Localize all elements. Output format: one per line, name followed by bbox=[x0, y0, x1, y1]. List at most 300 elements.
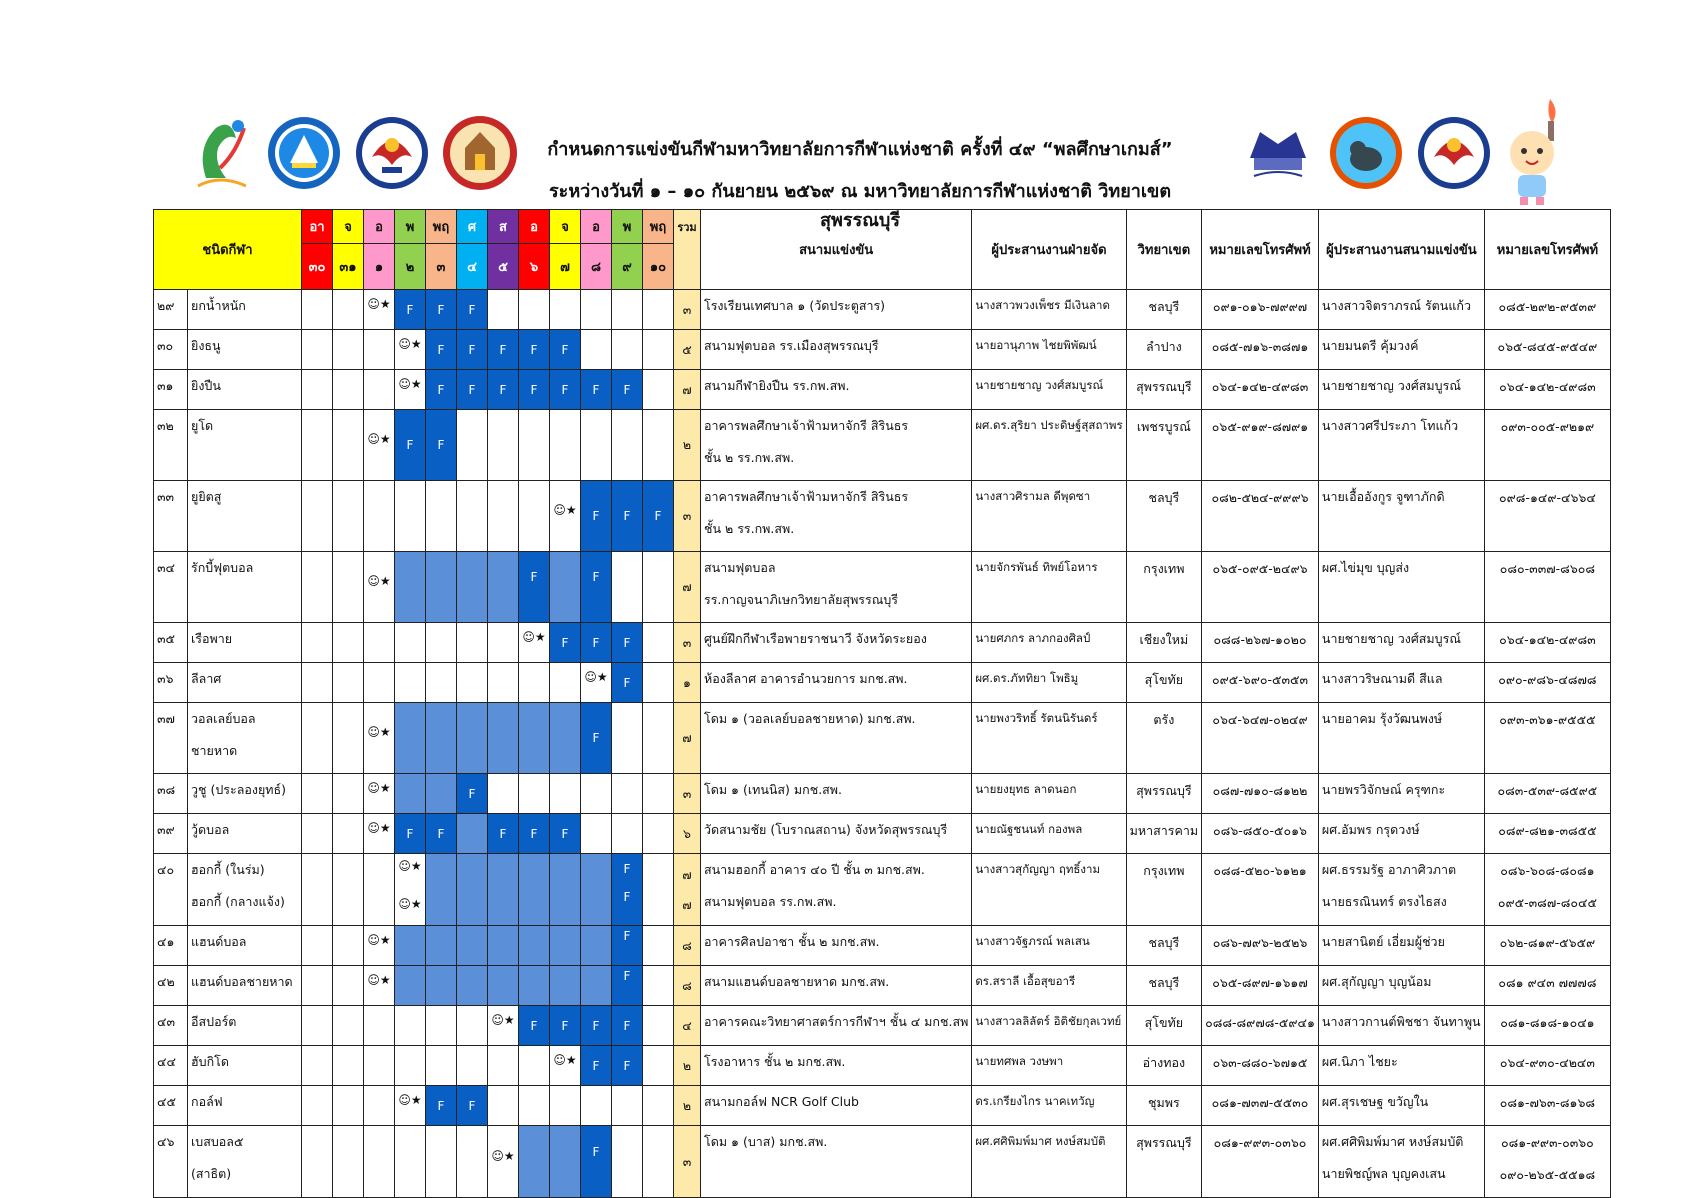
sport-name: วู้ดบอล bbox=[191, 822, 230, 837]
day-cell bbox=[302, 1126, 333, 1198]
day-cell bbox=[581, 663, 612, 703]
day-cell bbox=[550, 1086, 581, 1126]
venue-name: สนามกีฬายิงปืน รร.กพ.สพ. bbox=[704, 378, 850, 393]
org-coordinator: ผศ.ศศิพิมพ์มาศ หงษ์สมบัติ bbox=[975, 1134, 1106, 1148]
day-cell bbox=[395, 1046, 426, 1086]
day-cell bbox=[364, 623, 395, 663]
day-cell bbox=[333, 1126, 364, 1198]
day-cell bbox=[550, 290, 581, 330]
day-cell bbox=[395, 854, 426, 926]
venue-name: โรงเรียนเทศบาล ๑ (วัดประตูสาร) bbox=[704, 298, 886, 313]
sport-name: ยูยิตสู bbox=[191, 489, 222, 504]
campus-name: ลำปาง bbox=[1145, 339, 1182, 354]
sum-cell bbox=[674, 330, 701, 370]
day-cell bbox=[643, 966, 674, 1006]
sum-value: ๓ bbox=[682, 634, 692, 650]
day-cell bbox=[519, 774, 550, 814]
elephant-seal-logo bbox=[1326, 100, 1406, 206]
torch-mascot-logo bbox=[1500, 96, 1574, 208]
day-cell bbox=[333, 552, 364, 623]
org-coordinator: นายอานุภาพ ไชยพิพัฒน์ bbox=[975, 338, 1097, 352]
day-cell bbox=[364, 481, 395, 552]
day-cell bbox=[364, 410, 395, 481]
org-coordinator: นายศภกร ลาภกองศิลป์ bbox=[975, 631, 1091, 645]
sport-name: ยิงธนู bbox=[191, 338, 221, 353]
row-number: ๓๕ bbox=[154, 623, 188, 663]
university-emblem-logo bbox=[264, 100, 344, 206]
campus-name: เชียงใหม่ bbox=[1139, 632, 1189, 647]
sport-name: เบสบอล๕ bbox=[191, 1134, 244, 1149]
opening-mark: ☺★ bbox=[491, 1012, 515, 1027]
day-cell bbox=[395, 926, 426, 966]
day-cell bbox=[488, 330, 519, 370]
day-cell bbox=[581, 330, 612, 370]
day-cell bbox=[643, 1126, 674, 1198]
venue-coordinator: นางสาวจิตราภรณ์ รัตนแก้ว bbox=[1321, 298, 1471, 313]
sum-value: ๗ bbox=[682, 730, 692, 745]
venue-coordinator: นายพรวิจักษณ์ ครุฑกะ bbox=[1321, 782, 1446, 797]
venue-coordinator: นายชายชาญ วงศ์สมบูรณ์ bbox=[1321, 378, 1461, 393]
venue-name: สนามฟุตบอล รร.เมืองสุพรรณบุรี bbox=[704, 338, 879, 353]
header-phone-2: หมายเลขโทรศัพท์ bbox=[1484, 210, 1610, 290]
day-cell bbox=[643, 1006, 674, 1046]
day-cell bbox=[519, 410, 550, 481]
day-cell bbox=[643, 926, 674, 966]
day-cell bbox=[395, 663, 426, 703]
phone-number: ๐๘๖-๘๕๐-๕๐๑๖ bbox=[1213, 823, 1307, 838]
phone-number-2: ๐๘๓-๕๓๙-๘๕๙๕ bbox=[1497, 783, 1598, 798]
venue-name: อาคารพลศึกษาเจ้าฟ้ามหาจักรี สิรินธร bbox=[704, 418, 909, 433]
venue-coordinator: ผศ.นิภา ไชยะ bbox=[1321, 1054, 1398, 1069]
venue-coordinator: นายพิชญ์พล บุญคงเสน bbox=[1321, 1166, 1446, 1181]
day-cell bbox=[426, 854, 457, 926]
row-number: ๓๔ bbox=[154, 552, 188, 623]
day-cell bbox=[612, 1126, 643, 1198]
campus-name: สุพรรณบุรี bbox=[1136, 379, 1192, 394]
final-mark: F bbox=[437, 302, 445, 317]
phone-number-2: ๐๘๖-๖๐๘-๘๐๘๑ bbox=[1500, 863, 1595, 878]
day-cell bbox=[457, 703, 488, 774]
sport-name: แฮนด์บอลชายหาด bbox=[191, 974, 293, 989]
day-cell bbox=[643, 774, 674, 814]
day-cell bbox=[457, 926, 488, 966]
day-cell bbox=[457, 481, 488, 552]
phone-number: ๐๖๕-๘๙๗-๑๖๑๗ bbox=[1212, 975, 1308, 990]
day-cell bbox=[643, 552, 674, 623]
final-mark: F bbox=[561, 382, 569, 397]
row-number: ๒๙ bbox=[154, 290, 188, 330]
day-cell bbox=[302, 926, 333, 966]
sum-value: ๘ bbox=[682, 977, 692, 993]
day-cell bbox=[457, 410, 488, 481]
row-number: ๓๒ bbox=[154, 410, 188, 481]
day-cell bbox=[333, 814, 364, 854]
campus-crest-logo bbox=[1238, 100, 1318, 206]
final-mark: F bbox=[592, 1144, 600, 1159]
sport-name: ยูโด bbox=[191, 418, 214, 433]
final-mark: F bbox=[530, 570, 538, 584]
sum-cell bbox=[674, 774, 701, 814]
final-mark: F bbox=[437, 826, 445, 841]
sum-value: ๒ bbox=[682, 1097, 692, 1113]
venue-coordinator: นายธรณินทร์ ตรงไธสง bbox=[1321, 894, 1447, 909]
opening-mark: ☺★ bbox=[398, 1092, 422, 1107]
campus-name: สุพรรณบุรี bbox=[1136, 783, 1192, 798]
day-cell bbox=[581, 854, 612, 926]
final-mark: F bbox=[468, 382, 476, 397]
phone-number: ๐๖๕-๐๙๕-๒๔๙๖ bbox=[1212, 561, 1308, 576]
day-cell bbox=[364, 814, 395, 854]
campus-name: ชลบุรี bbox=[1148, 975, 1180, 990]
day-cell bbox=[488, 814, 519, 854]
campus-name: สุโขทัย bbox=[1144, 672, 1184, 687]
venue-name: อาคารพลศึกษาเจ้าฟ้ามหาจักรี สิรินธร bbox=[704, 489, 909, 504]
sum-cell bbox=[674, 1126, 701, 1198]
row-number: ๔๖ bbox=[154, 1126, 188, 1198]
sum-cell bbox=[674, 703, 701, 774]
day-cell bbox=[643, 330, 674, 370]
org-coordinator: นายชายชาญ วงศ์สมบูรณ์ bbox=[975, 378, 1104, 392]
org-coordinator: นางสาวสุกัญญา ฤทธิ์งาม bbox=[975, 862, 1101, 876]
sum-cell bbox=[674, 1046, 701, 1086]
phone-number: ๐๙๑-๐๑๖-๗๙๙๗ bbox=[1212, 299, 1308, 314]
sum-value: ๒ bbox=[682, 1057, 692, 1073]
table-row bbox=[154, 663, 1611, 703]
header-campus: วิทยาเขต bbox=[1126, 210, 1201, 290]
day-cell bbox=[364, 926, 395, 966]
day-cell bbox=[302, 663, 333, 703]
day-cell bbox=[550, 330, 581, 370]
day-cell bbox=[581, 552, 612, 623]
venue-coordinator: นายมนตรี คุ้มวงค์ bbox=[1321, 338, 1419, 353]
day-date: ๓๐ bbox=[302, 244, 333, 290]
table-row bbox=[154, 966, 1611, 1006]
campus-name: เพชรบูรณ์ bbox=[1136, 419, 1191, 434]
final-mark: F bbox=[592, 1018, 600, 1033]
final-mark: F bbox=[468, 1098, 476, 1113]
day-cell bbox=[581, 814, 612, 854]
sum-cell bbox=[674, 663, 701, 703]
opening-mark: ☺★ bbox=[553, 1052, 577, 1067]
opening-mark: ☺★ bbox=[367, 574, 391, 588]
opening-mark: ☺★ bbox=[367, 780, 391, 795]
day-cell bbox=[302, 370, 333, 410]
day-date: ๑๐ bbox=[643, 244, 674, 290]
day-cell bbox=[395, 623, 426, 663]
day-cell bbox=[581, 774, 612, 814]
day-cell bbox=[519, 854, 550, 926]
day-cell bbox=[302, 1006, 333, 1046]
row-number: ๔๒ bbox=[154, 966, 188, 1006]
schedule-body bbox=[154, 290, 1611, 1198]
final-mark: F bbox=[623, 635, 631, 650]
day-cell bbox=[457, 290, 488, 330]
day-cell bbox=[581, 1006, 612, 1046]
day-cell bbox=[519, 663, 550, 703]
day-dow: จ bbox=[550, 210, 581, 244]
games-mascot-logo bbox=[186, 100, 254, 206]
day-dow: ส bbox=[488, 210, 519, 244]
phone-number-2: ๐๙๓-๓๖๑-๙๕๕๕ bbox=[1499, 712, 1596, 727]
sum-cell bbox=[674, 623, 701, 663]
org-coordinator: นางสาวจัฐภรณ์ พลเสน bbox=[975, 934, 1090, 948]
day-dow: อ bbox=[581, 210, 612, 244]
table-row bbox=[154, 1086, 1611, 1126]
phone-number-2: ๐๖๔-๑๔๒-๔๙๘๓ bbox=[1499, 379, 1596, 394]
final-mark: F bbox=[406, 438, 414, 452]
venue-coordinator: นายสานิตย์ เอี่ยมผู้ช่วย bbox=[1321, 934, 1445, 949]
day-cell bbox=[426, 623, 457, 663]
header-org-coordinator: ผู้ประสานงานฝ่ายจัด bbox=[972, 210, 1126, 290]
day-cell bbox=[643, 410, 674, 481]
day-cell bbox=[519, 966, 550, 1006]
venue-coordinator: ผศ.อัมพร กรุดวงษ์ bbox=[1321, 822, 1420, 837]
final-mark: F bbox=[623, 382, 631, 397]
day-cell bbox=[426, 663, 457, 703]
venue-name: อาคารศิลปอาชา ชั้น ๒ มกช.สพ. bbox=[704, 934, 880, 949]
day-cell bbox=[519, 814, 550, 854]
table-row bbox=[154, 1126, 1611, 1198]
final-mark: F bbox=[623, 889, 631, 904]
day-cell bbox=[581, 926, 612, 966]
day-cell bbox=[395, 410, 426, 481]
day-cell bbox=[612, 623, 643, 663]
day-cell bbox=[426, 481, 457, 552]
org-coordinator: นางสาวลลิลัตร์ อิติชัยกุลเวทย์ bbox=[975, 1014, 1122, 1028]
phone-number-2: ๐๙๐-๙๘๖-๔๘๗๘ bbox=[1498, 672, 1597, 687]
org-coordinator: ดร.เกรียงไกร นาคเทวัญ bbox=[975, 1094, 1095, 1108]
day-date: ๘ bbox=[581, 244, 612, 290]
final-mark: F bbox=[468, 302, 476, 317]
final-mark: F bbox=[623, 675, 631, 690]
sum-cell bbox=[674, 552, 701, 623]
phone-number-2: ๐๘๕-๒๙๒-๙๕๓๙ bbox=[1498, 299, 1597, 314]
venue-name: ศูนย์ฝึกกีฬาเรือพายราชนาวี จังหวัดระยอง bbox=[704, 631, 927, 646]
day-cell bbox=[426, 814, 457, 854]
phone-number: ๐๘๗-๗๑๐-๘๑๒๒ bbox=[1212, 783, 1308, 798]
day-cell bbox=[550, 703, 581, 774]
phone-number-2: ๐๖๔-๑๔๒-๔๙๘๓ bbox=[1499, 632, 1596, 647]
day-date: ๕ bbox=[488, 244, 519, 290]
table-row bbox=[154, 370, 1611, 410]
day-cell bbox=[488, 552, 519, 623]
sum-value: ๗ bbox=[682, 579, 692, 594]
final-mark: F bbox=[592, 509, 600, 523]
day-cell bbox=[457, 623, 488, 663]
final-mark: F bbox=[499, 342, 507, 357]
day-cell bbox=[643, 814, 674, 854]
day-cell bbox=[488, 370, 519, 410]
day-cell bbox=[457, 854, 488, 926]
final-mark: F bbox=[437, 382, 445, 397]
day-cell bbox=[395, 1006, 426, 1046]
day-cell bbox=[550, 370, 581, 410]
day-cell bbox=[426, 926, 457, 966]
sport-name: ฮอกกี้ (ในร่ม) bbox=[191, 862, 265, 877]
phone-number: ๐๘๘-๕๒๐-๖๑๒๑ bbox=[1213, 863, 1307, 878]
day-cell bbox=[612, 663, 643, 703]
day-cell bbox=[302, 1046, 333, 1086]
sum-cell bbox=[674, 1006, 701, 1046]
day-cell bbox=[519, 290, 550, 330]
final-mark: F bbox=[623, 1058, 631, 1073]
garuda-seal-logo-2 bbox=[1414, 100, 1494, 206]
day-cell bbox=[488, 410, 519, 481]
campus-name: ชุมพร bbox=[1148, 1095, 1180, 1110]
sport-name: (สาธิต) bbox=[191, 1166, 232, 1181]
day-cell bbox=[426, 1006, 457, 1046]
day-cell bbox=[612, 481, 643, 552]
day-cell bbox=[581, 1046, 612, 1086]
campus-name: มหาสารคาม bbox=[1129, 823, 1199, 838]
row-number: ๔๔ bbox=[154, 1046, 188, 1086]
phone-number-2: ๐๘๐-๓๓๗-๘๖๐๘ bbox=[1499, 561, 1596, 576]
org-coordinator: นายยงยุทธ ลาดนอก bbox=[975, 782, 1077, 796]
day-cell bbox=[333, 410, 364, 481]
venue-coordinator: ผศ.สุรเชษฐ ขวัญใน bbox=[1321, 1094, 1429, 1109]
day-date: ๑ bbox=[364, 244, 395, 290]
day-cell bbox=[426, 703, 457, 774]
day-cell bbox=[457, 1126, 488, 1198]
sport-name: ชายหาด bbox=[191, 743, 238, 758]
day-cell bbox=[581, 703, 612, 774]
phone-number: ๐๘๘-๘๙๗๘-๕๙๔๑ bbox=[1205, 1015, 1315, 1030]
table-row bbox=[154, 623, 1611, 663]
day-cell bbox=[550, 1126, 581, 1198]
sum-value: ๗ bbox=[682, 866, 692, 882]
venue-name: สนามฟุตบอล รร.กพ.สพ. bbox=[704, 894, 837, 909]
day-cell bbox=[550, 552, 581, 623]
sport-name: กอล์ฟ bbox=[191, 1094, 223, 1109]
day-cell bbox=[333, 1006, 364, 1046]
day-cell bbox=[364, 1046, 395, 1086]
day-cell bbox=[612, 854, 643, 926]
day-cell bbox=[395, 1126, 426, 1198]
day-cell bbox=[426, 966, 457, 1006]
opening-mark: ☺★ bbox=[367, 972, 391, 987]
sport-name: ลีลาศ bbox=[191, 671, 222, 686]
day-cell bbox=[333, 290, 364, 330]
opening-mark: ☺★ bbox=[367, 296, 391, 311]
day-cell bbox=[581, 370, 612, 410]
day-cell bbox=[488, 1086, 519, 1126]
day-cell bbox=[333, 623, 364, 663]
final-mark: F bbox=[530, 382, 538, 397]
phone-number-2: ๐๙๐-๒๖๕-๕๕๑๘ bbox=[1499, 1167, 1596, 1182]
day-cell bbox=[488, 1126, 519, 1198]
day-cell bbox=[302, 814, 333, 854]
org-coordinator: ดร.สราลี เอื้อสุขอารี bbox=[975, 974, 1076, 988]
day-cell bbox=[395, 1086, 426, 1126]
phone-number-2: ๐๖๕-๘๔๕-๙๕๔๙ bbox=[1497, 339, 1598, 354]
day-cell bbox=[426, 330, 457, 370]
final-mark: F bbox=[499, 382, 507, 397]
sport-name: ยกน้ำหนัก bbox=[191, 298, 246, 313]
org-coordinator: นางสาวศิรามล ดีพุดซา bbox=[975, 489, 1091, 503]
opening-mark: ☺★ bbox=[522, 629, 546, 644]
day-cell bbox=[612, 330, 643, 370]
phone-number: ๐๘๖-๗๙๖-๒๕๒๖ bbox=[1212, 935, 1308, 950]
day-dow: อ bbox=[519, 210, 550, 244]
day-cell bbox=[488, 703, 519, 774]
final-mark: F bbox=[406, 302, 414, 317]
day-cell bbox=[426, 370, 457, 410]
day-cell bbox=[612, 1046, 643, 1086]
phone-number: ๐๖๓-๘๘๐-๖๗๑๕ bbox=[1212, 1055, 1308, 1070]
sport-name: วอลเลย์บอล bbox=[191, 711, 256, 726]
day-cell bbox=[643, 481, 674, 552]
day-cell bbox=[581, 481, 612, 552]
sport-name: แฮนด์บอล bbox=[191, 934, 247, 949]
table-row bbox=[154, 703, 1611, 774]
day-cell bbox=[302, 290, 333, 330]
day-cell bbox=[581, 623, 612, 663]
row-number: ๓๑ bbox=[154, 370, 188, 410]
table-row bbox=[154, 481, 1611, 552]
day-cell bbox=[333, 1046, 364, 1086]
day-cell bbox=[519, 552, 550, 623]
day-cell bbox=[612, 1086, 643, 1126]
final-mark: F bbox=[561, 635, 569, 650]
day-cell bbox=[488, 1006, 519, 1046]
phone-number: ๐๘๑-๗๓๗-๕๕๓๐ bbox=[1211, 1095, 1309, 1110]
day-cell bbox=[395, 814, 426, 854]
final-mark: F bbox=[592, 635, 600, 650]
day-cell bbox=[395, 703, 426, 774]
day-cell bbox=[550, 774, 581, 814]
org-coordinator: นายพงวริทธิ์ รัตนนิรันดร์ bbox=[975, 711, 1098, 725]
day-cell bbox=[643, 370, 674, 410]
venue-coordinator: นางสาวริษณามดี สีแล bbox=[1321, 671, 1443, 686]
table-row bbox=[154, 410, 1611, 481]
final-mark: F bbox=[437, 1098, 445, 1113]
day-cell bbox=[488, 623, 519, 663]
day-cell bbox=[488, 290, 519, 330]
sum-cell bbox=[674, 926, 701, 966]
day-cell bbox=[550, 1046, 581, 1086]
venue-coordinator: ผศ.ไข่มุข บุญส่ง bbox=[1321, 560, 1410, 575]
day-cell bbox=[426, 410, 457, 481]
venue-name: สนามกอล์ฟ NCR Golf Club bbox=[704, 1094, 859, 1109]
venue-coordinator: นางสาวศรีประภา โทแก้ว bbox=[1321, 418, 1459, 433]
day-cell bbox=[519, 481, 550, 552]
opening-mark: ☺★ bbox=[367, 820, 391, 835]
sum-value: ๓ bbox=[682, 508, 692, 523]
day-cell bbox=[302, 774, 333, 814]
schedule-table bbox=[153, 209, 1611, 1198]
table-row bbox=[154, 1046, 1611, 1086]
day-cell bbox=[395, 330, 426, 370]
day-cell bbox=[457, 814, 488, 854]
phone-number: ๐๘๑-๙๙๓-๐๓๖๐ bbox=[1213, 1135, 1307, 1150]
sum-value: ๗ bbox=[682, 896, 692, 912]
venue-name: โดม ๑ (วอลเลย์บอลชายหาด) มกช.สพ. bbox=[704, 711, 916, 726]
day-cell bbox=[519, 1086, 550, 1126]
final-mark: F bbox=[561, 342, 569, 357]
opening-mark: ☺★ bbox=[367, 725, 391, 739]
day-cell bbox=[457, 663, 488, 703]
day-cell bbox=[457, 774, 488, 814]
campus-name: สุพรรณบุรี bbox=[1136, 1135, 1192, 1150]
day-dow: พ bbox=[612, 210, 643, 244]
day-cell bbox=[519, 926, 550, 966]
opening-mark: ☺★ bbox=[367, 432, 391, 446]
day-cell bbox=[550, 926, 581, 966]
sum-value: ๕ bbox=[682, 341, 692, 357]
day-cell bbox=[457, 1086, 488, 1126]
header-sport: ชนิดกีฬา bbox=[154, 210, 302, 290]
day-cell bbox=[519, 1046, 550, 1086]
